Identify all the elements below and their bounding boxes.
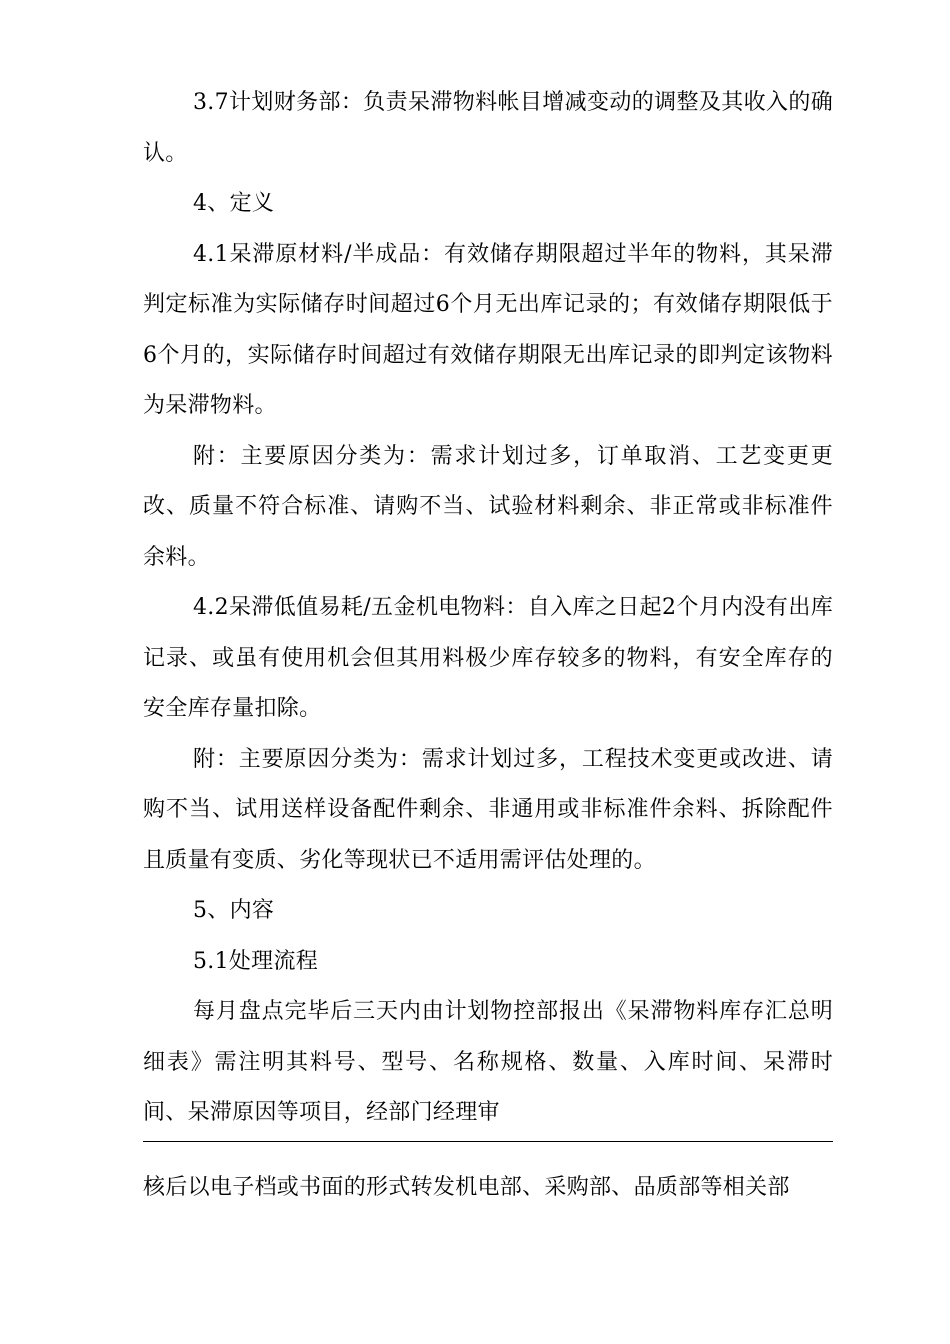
section-5-1-heading: 5.1处理流程 [193, 948, 319, 974]
continuation-line: 核后以电子档或书面的形式转发机电部、采购部、品质部等相关部 [143, 1175, 790, 1200]
section-4-2-note: 附：主要原因分类为：需求计划过多，工程技术变更或改进、请购不当、试用送样设备配件剩余、非通用或非标准件余料、拆除配件且质量有变质、劣化等现状已不适用需评估处理的。 [143, 746, 833, 873]
section-3-7-paragraph: 3.7计划财务部：负责呆滞物料帐目增减变动的调整及其收入的确认。 [143, 90, 833, 166]
page-break-divider [143, 1141, 833, 1142]
section-4-1-paragraph: 4.1呆滞原材料/半成品：有效储存期限超过半年的物料，其呆滞判定标准为实际储存时间超过6个月无出库记录的；有效储存期限低于6个月的，实际储存时间超过有效储存期限无出库记录的即判定该物料为呆滞物料。 [143, 241, 833, 418]
section-5-1-paragraph: 每月盘点完毕后三天内由计划物控部报出《呆滞物料库存汇总明细表》需注明其料号、型号、名称规格、数量、入库时间、呆滞时间、呆滞原因等项目，经部门经理审 [143, 999, 833, 1125]
next-page-body [143, 1163, 833, 1214]
section-4-heading: 4、定义 [193, 191, 275, 216]
section-4-2-paragraph: 4.2呆滞低值易耗/五金机电物料：自入库之日起2个月内没有出库记录、或虽有使用机会但其用料极少库存较多的物料，有安全库存的安全库存量扣除。 [143, 595, 833, 721]
section-5-heading: 5、内容 [193, 898, 275, 923]
document-body [143, 78, 833, 1139]
section-4-1-note: 附：主要原因分类为：需求计划过多，订单取消、工艺变更更改、质量不符合标准、请购不当、试验材料剩余、非正常或非标准件余料。 [143, 443, 833, 570]
